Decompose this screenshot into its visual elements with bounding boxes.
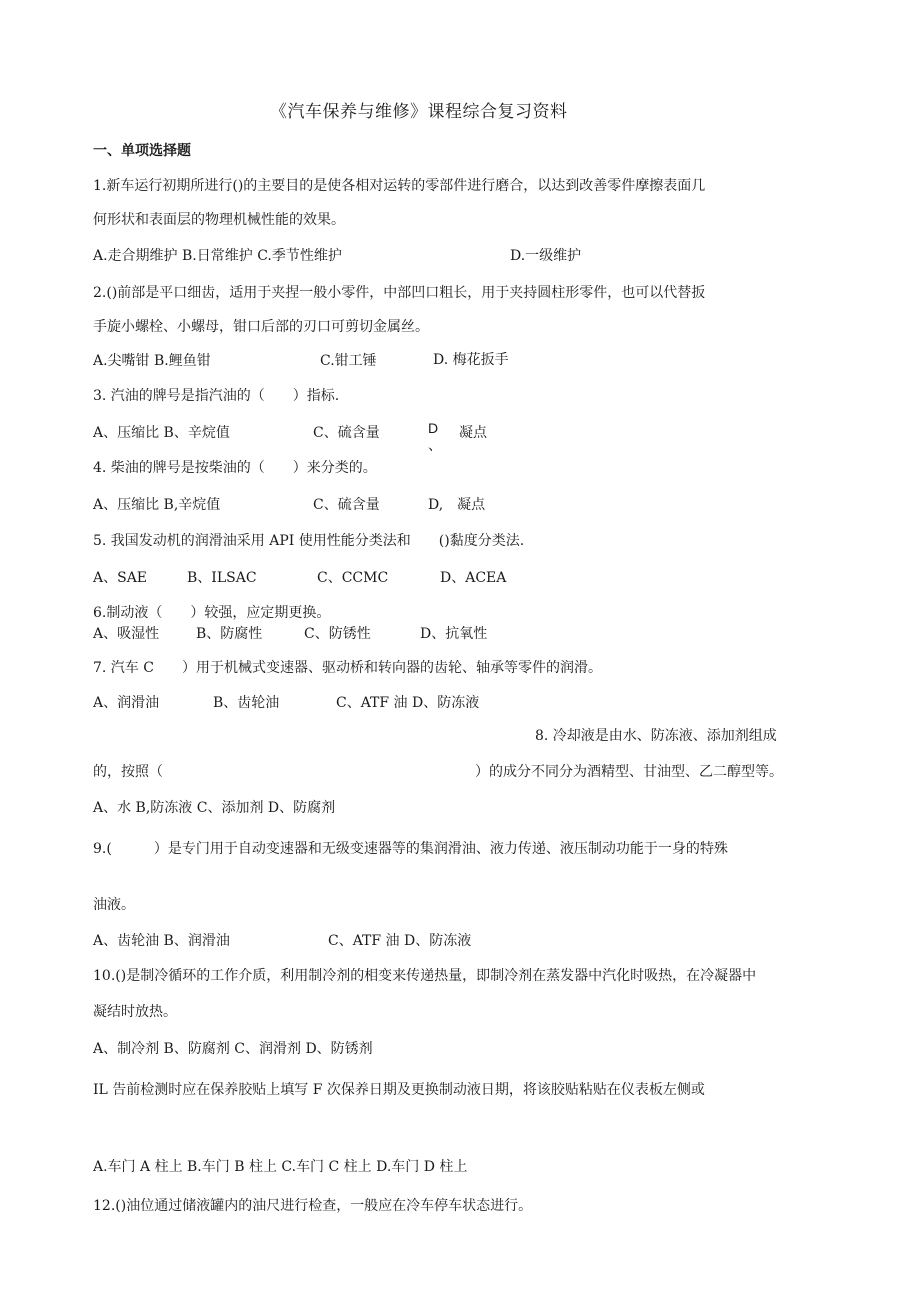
q5-option-c: C、CCMC	[317, 570, 389, 586]
q3-option-d-letter: D	[428, 420, 439, 436]
q3-options-ab: A、压缩比 B、辛烷值	[93, 425, 230, 441]
q6-stem: 6.制动液（ ）较强，应定期更换。	[93, 605, 331, 621]
q5-option-d: D、ACEA	[440, 570, 507, 586]
q8-stem-line2-start: 的，按照（	[93, 764, 163, 780]
q10-stem-line2: 凝结时放热。	[93, 1004, 177, 1020]
q9-options-cd: C、ATF 油 D、防冻液	[328, 933, 472, 949]
q9-stem-line1: 9.( ）是专门用于自动变速器和无级变速器等的集润滑油、液力传递、液压制动功能于一身的特殊	[93, 841, 728, 857]
q4-option-c: C、硫含量	[313, 497, 380, 513]
q2-stem-line2: 手旋小螺栓、小螺母，钳口后部的刃口可剪切金属丝。	[93, 319, 429, 335]
q1-stem-line1: 1.新车运行初期所进行()的主要目的是使各相对运转的零部件进行磨合，以达到改善零件摩擦表面几	[93, 178, 706, 194]
q9-stem-line2: 油液。	[93, 897, 135, 913]
q5-stem: 5. 我国发动机的润滑油采用 API 使用性能分类法和 ()黏度分类法.	[93, 533, 525, 549]
q1-option-d: D.一级维护	[510, 248, 582, 264]
q3-option-d-mark: 、	[428, 438, 442, 454]
q11-options: A.车门 A 柱上 B.车门 B 柱上 C.车门 C 柱上 D.车门 D 柱上	[93, 1159, 468, 1175]
q4-options-ab: A、压缩比 B,辛烷值	[93, 497, 221, 513]
q5-option-b: B、ILSAC	[187, 570, 257, 586]
q2-options-ab: A.尖嘴钳 B.鲤鱼钳	[93, 353, 211, 369]
q1-stem-line2: 何形状和表面层的物理机械性能的效果。	[93, 212, 345, 228]
q2-stem-line1: 2.()前部是平口细齿，适用于夹捏一般小零件，中部凹口粗长，用于夹持圆柱形零件，也可以代替扳	[93, 285, 706, 301]
q7-stem: 7. 汽车 C ）用于机械式变速器、驱动桥和转向器的齿轮、轴承等零件的润滑。	[93, 660, 602, 676]
q1-options-abc: A.走合期维护 B.日常维护 C.季节性维护	[93, 248, 342, 264]
document-title: 《汽车保养与维修》课程综合复习资料	[270, 102, 568, 122]
q10-stem-line1: 10.()是制冷循环的工作介质，利用制冷剂的相变来传递热量，即制冷剂在蒸发器中汽化时吸热，在冷凝器中	[93, 968, 757, 984]
q6-option-a: A、吸湿性	[93, 626, 160, 642]
section-heading: 一、单项选择题	[93, 143, 191, 159]
q4-option-d: D, 凝点	[428, 497, 486, 513]
q8-stem-line1: 8. 冷却液是由水、防冻液、添加剂组成	[535, 728, 777, 744]
q12-stem: 12.()油位通过储液罐内的油尺进行检查，一般应在冷车停车状态进行。	[93, 1198, 533, 1214]
q8-stem-line2-end: ）的成分不同分为酒精型、甘油型、乙二醇型等。	[475, 764, 783, 780]
q3-option-c: C、硫含量	[313, 425, 380, 441]
q4-stem: 4. 柴油的牌号是按柴油的（ ）来分类的。	[93, 460, 377, 476]
q7-option-a: A、润滑油	[93, 695, 160, 711]
q2-option-c: C.钳工锤	[320, 353, 377, 369]
q2-option-d: D. 梅花扳手	[433, 352, 509, 368]
q7-option-b: B、齿轮油	[213, 695, 280, 711]
q6-option-c: C、防锈性	[304, 626, 371, 642]
q6-option-b: B、防腐性	[196, 626, 263, 642]
q5-option-a: A、SAE	[93, 570, 148, 586]
q3-stem: 3. 汽油的牌号是指汽油的（ ）指标.	[93, 388, 340, 404]
q9-options-ab: A、齿轮油 B、润滑油	[93, 933, 230, 949]
q8-options: A、水 B,防冻液 C、添加剂 D、防腐剂	[93, 800, 336, 816]
q10-options: A、制冷剂 B、防腐剂 C、润滑剂 D、防锈剂	[93, 1041, 373, 1057]
q11-stem: IL 告前检测时应在保养胶贴上填写 F 次保养日期及更换制动液日期，将该胶贴粘贴在仪表板左侧或	[93, 1082, 705, 1098]
q7-options-cd: C、ATF 油 D、防冻液	[336, 695, 480, 711]
q6-option-d: D、抗氧性	[420, 626, 488, 642]
q3-option-d-text: 凝点	[459, 425, 487, 441]
